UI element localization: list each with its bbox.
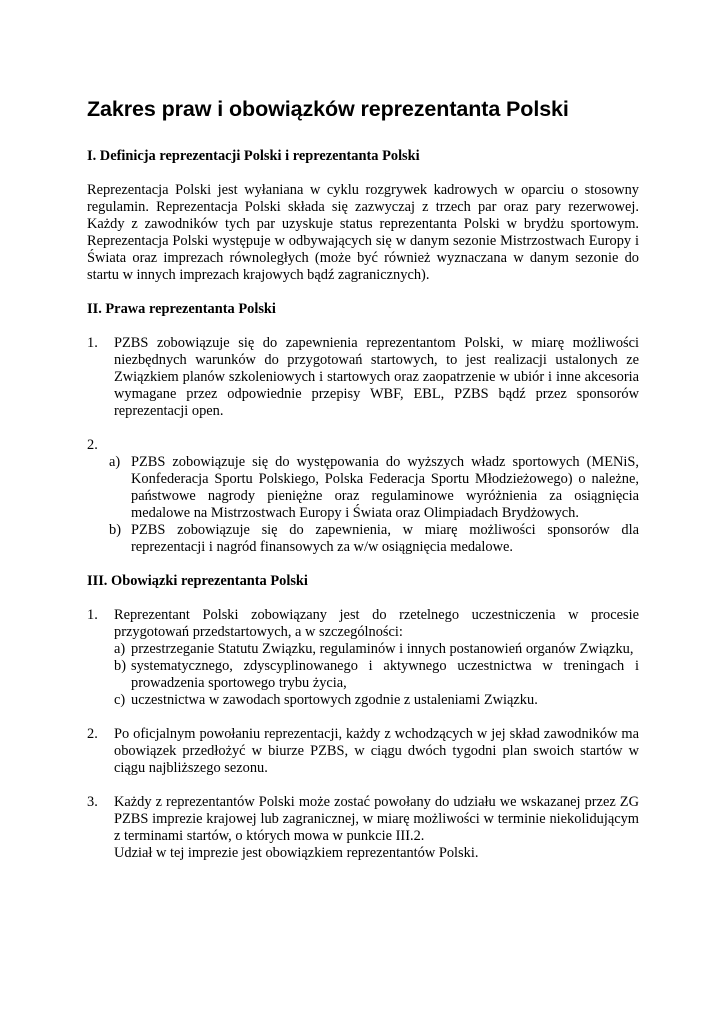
sub-letter: a) [114,641,126,657]
list-item [87,794,639,862]
sub-item [87,522,639,556]
list-item [87,607,639,641]
sub-letter: b) [114,658,126,674]
list-number: 1. [87,335,98,351]
list-item [87,726,639,777]
list-item [87,335,639,420]
sub-item [114,641,639,658]
list-number: 3. [87,794,98,810]
list-number: 2. [87,726,98,742]
list-item-text: Reprezentant Polski zobowiązany jest do rzetelnego uczestniczenia w procesie przygotowań przedstartowych, a w szczególności: [114,607,639,640]
list-number: 1. [87,607,98,623]
list-number: 2. [87,437,98,453]
sub-item [114,658,639,692]
sub-item-text: systematycznego, zdyscyplinowanego i aktywnego uczestnictwa w treningach i prowadzenia sportowego trybu życia, [131,658,639,691]
section-1-paragraph: Reprezentacja Polski jest wyłaniana w cyklu rozgrywek kadrowych w oparciu o stosowny regulamin. Reprezentacja Polski składa się zazwyczaj z trzech par oraz pary rezerwowej. Każdy z zawodników tych par uzyskuje status reprezentanta Polski w brydżu sportowym. Reprezentacja Polski występuje w odbywających się w danym sezonie Mistrzostwach Europy i Świata oraz imprezach równoległych (może być również wyznaczana w danym sezonie do startu w innych imprezach krajowych bądź zagranicznych). [87,182,639,283]
sub-item [87,454,639,522]
sub-item-text: PZBS zobowiązuje się do występowania do wyższych władz sportowych (MENiS, Konfederacja Sportu Polskiego, Polska Federacja Sportu Młodzieżowego) o należne, państwowe nagrody pieniężne oraz regulaminowe wyróżnienia za osiągnięcia medalowe na Mistrzostwach Europy i Świata oraz Olimpiadach Brydżowych. [131,454,639,521]
list-item-text: Każdy z reprezentantów Polski może zostać powołany do udziału we wskazanej przez ZG PZBS imprezie krajowej lub zagranicznej, w miarę możliwości w terminie niekolidującym z terminami startów, o których mowa w punkcie III.2. [114,794,639,844]
sub-item [114,692,639,709]
document-page [87,96,639,862]
section-1-heading: I. Definicja reprezentacji Polski i reprezentanta Polski [87,148,420,164]
sub-item-text: przestrzeganie Statutu Związku, regulaminów i innych postanowień organów Związku, [131,641,634,657]
list-item-note: Udział w tej imprezie jest obowiązkiem reprezentantów Polski. [114,845,479,861]
sub-letter: b) [109,522,121,538]
page-title: Zakres praw i obowiązków reprezentanta Polski [87,97,569,121]
list-item-text: Po oficjalnym powołaniu reprezentacji, każdy z wchodzących w jej skład zawodników ma obowiązek przedłożyć w biurze PZBS, w ciągu dwóch tygodni plan swoich startów w ciągu najbliższego sezonu. [114,726,639,776]
sub-item-text: PZBS zobowiązuje się do zapewnienia, w miarę możliwości sponsorów dla reprezentacji i nagród finansowych za w/w osiągnięcia medalowe. [131,522,639,555]
list-item-text: PZBS zobowiązuje się do zapewnienia reprezentantom Polski, w miarę możliwości niezbędnych warunków do przygotowań startowych, to jest realizacji ustalonych ze Związkiem planów szkoleniowych i startowych oraz zaopatrzenie w ubiór i inne akcesoria wymagane przez odpowiednie przepisy WBF, EBL, PZBS bądź przez sponsorów reprezentacji open. [114,335,639,419]
sub-letter: a) [109,454,121,470]
section-3-heading: III. Obowiązki reprezentanta Polski [87,573,308,589]
section-2-heading: II. Prawa reprezentanta Polski [87,301,276,317]
list-item [87,437,639,454]
sub-item-text: uczestnictwa w zawodach sportowych zgodnie z ustaleniami Związku. [131,692,538,708]
sub-letter: c) [114,692,126,708]
